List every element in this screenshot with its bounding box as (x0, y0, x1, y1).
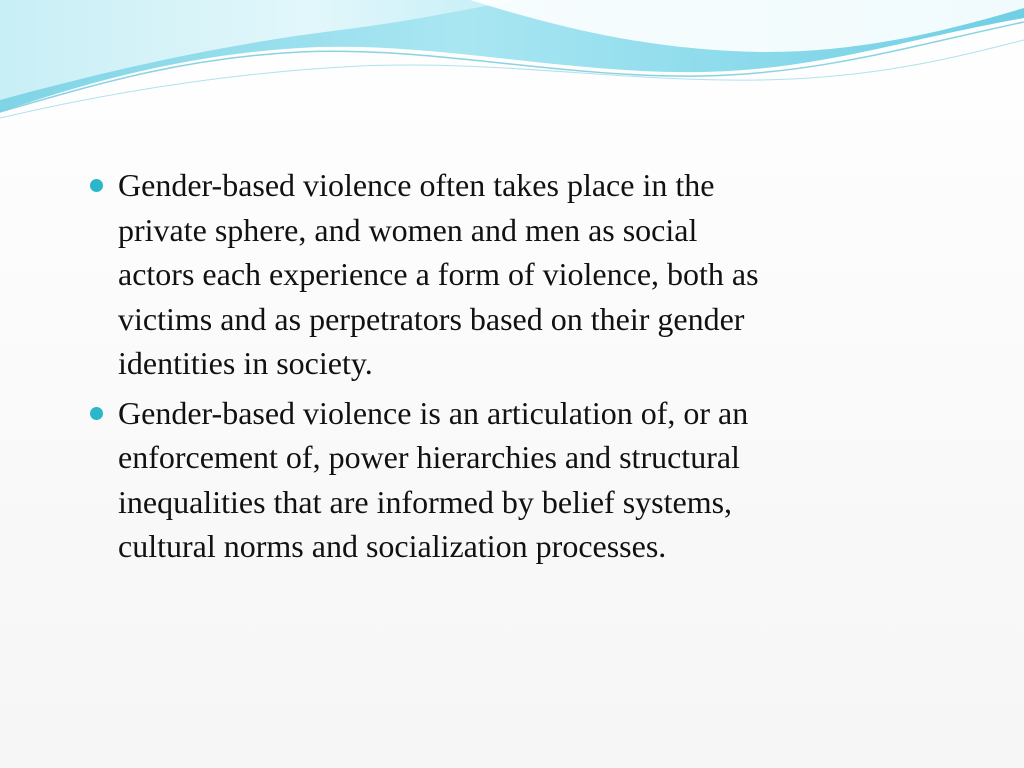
bullet-1-line-4: victims and as perpetrators based on their gender (118, 300, 745, 337)
bullet-1-line-2: private sphere, and women and men as social (118, 211, 698, 248)
header-wave-decoration (0, 0, 1024, 130)
bullet-list (88, 163, 928, 574)
bullet-item-2 (88, 391, 928, 569)
bullet-dot-icon (90, 407, 103, 420)
bullet-2-line-3: inequalities that are informed by belief systems, (118, 483, 733, 520)
bullet-1-line-5: identities in society. (118, 345, 373, 381)
bullet-item-1 (88, 163, 928, 386)
bullet-2-line-4: cultural norms and socialization processes. (118, 528, 667, 564)
bullet-2-line-1: Gender-based violence is an articulation of, or an (118, 394, 749, 431)
bullet-dot-icon (90, 179, 103, 192)
bullet-1-line-3: actors each experience a form of violence, both as (118, 256, 759, 292)
bullet-2-line-2: enforcement of, power hierarchies and structural (118, 439, 740, 475)
bullet-1-line-1: Gender-based violence often takes place in the (118, 167, 715, 203)
